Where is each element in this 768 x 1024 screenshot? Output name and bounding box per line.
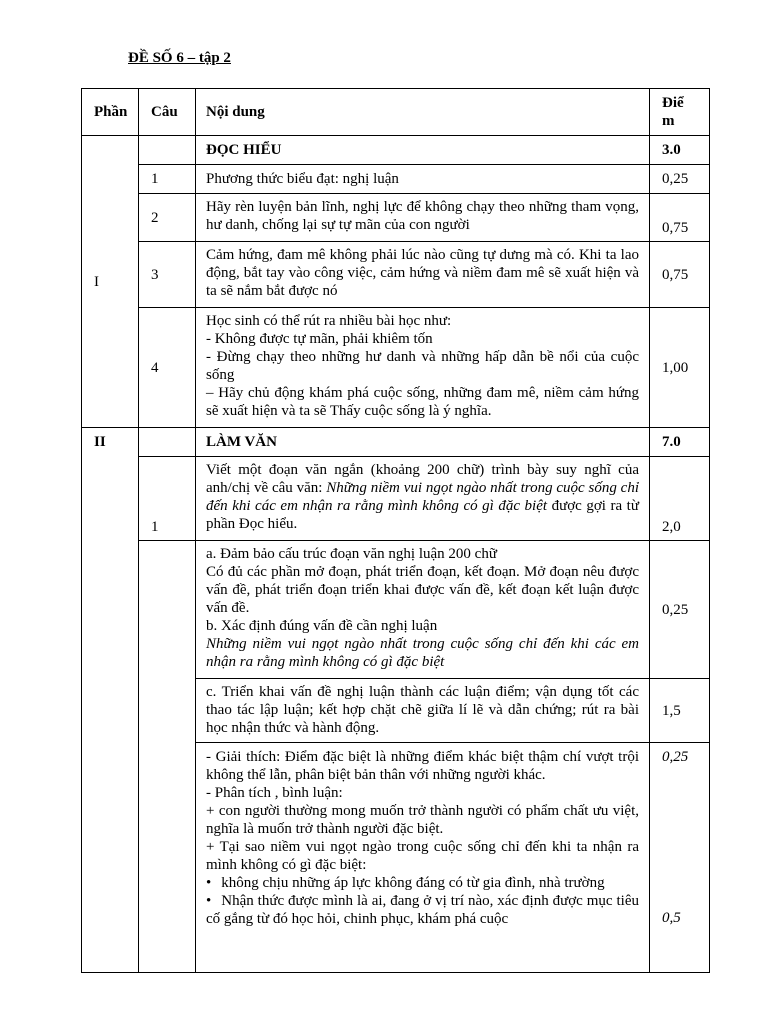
section-2-heading: LÀM VĂN xyxy=(196,428,650,457)
question-content xyxy=(196,457,650,541)
criteria-content: c. Triển khai vấn đề nghị luận thành các luận điểm; vận dụng tốt các thao tác lập luận; kết hợp chặt chẽ giữa lí lẽ và dẫn chứng; rút ra bài học nhận thức và hành động. xyxy=(196,679,650,743)
section-2-label: II xyxy=(82,428,139,973)
bullet-icon xyxy=(206,875,221,891)
content-line: Những niềm vui ngọt ngào nhất trong cuộc sống chỉ đến khi các em nhận ra rằng mình không có gì đặc biệt xyxy=(206,636,639,670)
bullet-item xyxy=(206,874,639,892)
content-line: - Đừng chạy theo những hư danh và những hấp dẫn bề nổi của cuộc sống xyxy=(206,349,639,383)
question-content: Cảm hứng, đam mê không phải lúc nào cũng tự dưng mà có. Khi ta lao động, bắt tay vào công việc, cảm hứng và niềm đam mê sẽ xuất hiện và ta sẽ nắm bắt được nó xyxy=(196,242,650,308)
question-number: 3 xyxy=(139,242,196,308)
table-row xyxy=(82,428,710,457)
question-number: 1 xyxy=(139,165,196,194)
content-line: - Không được tự mãn, phải khiêm tốn xyxy=(206,331,433,347)
quoted-sentence: Những niềm vui ngọt ngào nhất trong cuộc sống chỉ đến khi các em nhận ra rằng mình không có gì đặc biệt xyxy=(206,480,639,514)
table-row xyxy=(82,308,710,428)
content-line: + Tại sao niềm vui ngọt ngào trong cuộc sống chỉ đến khi ta nhận ra mình không có gì đặc biệt: xyxy=(206,839,639,873)
content-line: a. Đảm bảo cấu trúc đoạn văn nghị luận 200 chữ xyxy=(206,546,497,562)
table-row xyxy=(82,541,710,679)
table-row xyxy=(82,457,710,541)
section-2-heading-score: 7.0 xyxy=(650,428,710,457)
content-line: – Hãy chủ động khám phá cuộc sống, những đam mê, niềm cảm hứng sẽ xuất hiện và ta sẽ Thấy cuộc sống là ý nghĩa. xyxy=(206,385,639,419)
score-value: 0,5 xyxy=(662,910,681,926)
question-score: 0,75 xyxy=(650,194,710,242)
content-line: - Phân tích , bình luận: xyxy=(206,785,343,801)
header-diem xyxy=(650,89,710,136)
question-text: Viết một đoạn văn ngắn (khoảng 200 chữ) trình bày suy nghĩ của anh/chị về câu văn: xyxy=(206,462,639,496)
question-number: 4 xyxy=(139,308,196,428)
header-diem-line1: Điể xyxy=(662,95,684,111)
content-line: b. Xác định đúng vấn đề cần nghị luận xyxy=(206,618,438,634)
criteria-score: 1,5 xyxy=(650,679,710,743)
header-cau: Câu xyxy=(139,89,196,136)
question-score: 2,0 xyxy=(650,457,710,541)
empty-cell xyxy=(139,136,196,165)
section-1-heading-score: 3.0 xyxy=(650,136,710,165)
score-value: 0,25 xyxy=(662,749,689,765)
bullet-text: Nhận thức được mình là ai, đang ở vị trí nào, xác định được mục tiêu cố gắng từ đó học hỏi, chinh phục, khám phá cuộc xyxy=(206,893,639,927)
question-content: Hãy rèn luyện bản lĩnh, nghị lực để không chạy theo những tham vọng, hư danh, chống lại sự tự mãn của con người xyxy=(196,194,650,242)
criteria-content xyxy=(196,743,650,973)
question-score: 1,00 xyxy=(650,308,710,428)
empty-cell xyxy=(139,541,196,973)
content-line: Học sinh có thể rút ra nhiều bài học như: xyxy=(206,313,452,329)
section-1-label: I xyxy=(82,136,139,428)
question-score: 0,25 xyxy=(650,165,710,194)
bullet-item xyxy=(206,892,639,928)
header-phan: Phần xyxy=(82,89,139,136)
content-line: Có đủ các phần mở đoạn, phát triển đoạn, kết đoạn. Mở đoạn nêu được vấn đề, phát triển đoạn triển khai được vấn đề, kết đoạn kết luận được vấn đề. xyxy=(206,564,639,616)
question-content xyxy=(196,308,650,428)
question-number: 1 xyxy=(139,457,196,541)
table-row xyxy=(82,194,710,242)
question-text-end: được gợi ra từ phần Đọc hiểu. xyxy=(206,498,639,532)
content-line: + con người thường mong muốn trở thành người có phẩm chất ưu việt, nghĩa là muốn trở thành người đặc biệt. xyxy=(206,803,639,837)
section-1-heading: ĐỌC HIỂU xyxy=(196,136,650,165)
criteria-content xyxy=(196,541,650,679)
question-score: 0,75 xyxy=(650,242,710,308)
question-content: Phương thức biểu đạt: nghị luận xyxy=(196,165,650,194)
bullet-icon xyxy=(206,893,221,909)
header-noidung: Nội dung xyxy=(196,89,650,136)
header-diem-line2: m xyxy=(662,113,675,129)
table-header-row xyxy=(82,89,710,136)
question-number: 2 xyxy=(139,194,196,242)
criteria-score: 0,25 xyxy=(650,541,710,679)
table-row xyxy=(82,242,710,308)
answer-table xyxy=(81,88,710,973)
document-title: ĐỀ SỐ 6 – tập 2 xyxy=(128,50,231,66)
table-row xyxy=(82,136,710,165)
content-line: - Giải thích: Điểm đặc biệt là những điểm khác biệt thậm chí vượt trội không thể lẫn, phân biệt bản thân với những người khác. xyxy=(206,749,639,783)
bullet-text: không chịu những áp lực không đáng có từ gia đình, nhà trường xyxy=(221,875,605,891)
table-row xyxy=(82,165,710,194)
criteria-score xyxy=(650,743,710,973)
empty-cell xyxy=(139,428,196,457)
